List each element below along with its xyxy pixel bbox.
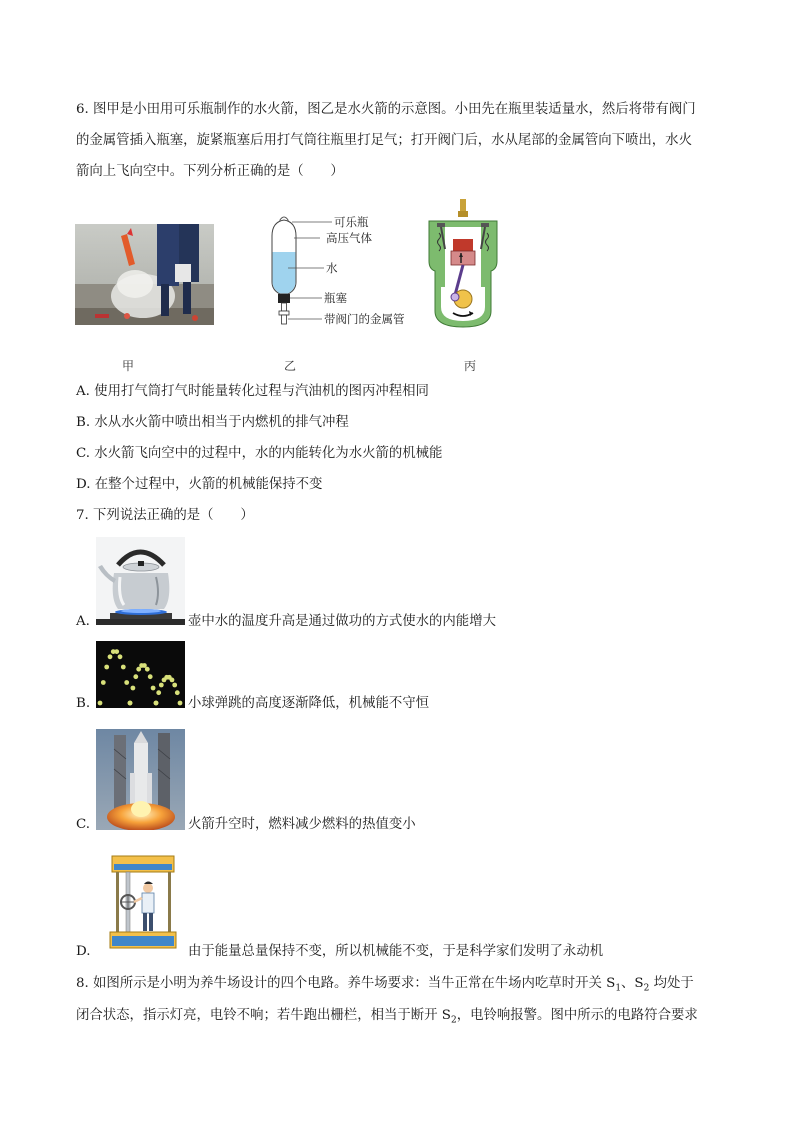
q6-option-c[interactable]: C. 水火箭飞向空中的过程中，水的内能转化为水火箭的机械能 (76, 446, 443, 461)
ball-position (154, 701, 159, 706)
q8-line1-sub2: 2 (643, 983, 650, 994)
ball-position (131, 686, 136, 691)
q6-stem-line-2: 的金属管插入瓶塞，旋紧瓶塞后用打气筒往瓶里打足气；打开阀门后，水从尾部的金属管向下喷出，水火 (76, 133, 692, 148)
q6-option-d[interactable]: D. 在整个过程中，火箭的机械能保持不变 (76, 477, 323, 492)
ball-position (156, 690, 161, 695)
q8-line1-pre: 8. 如图所示是小明为养牛场设计的四个电路。养牛场要求：当牛正常在牛场内吃草时开关 S (76, 976, 616, 991)
ball-position (98, 701, 103, 706)
q8-line2-pre: 闭合状态，指示灯亮，电铃不响；若牛跑出栅栏，相当于断开 S (76, 1008, 451, 1023)
ball-position (151, 686, 156, 691)
label-stopper: 瓶塞 (324, 291, 347, 305)
q8-stem-line-1 (76, 975, 736, 998)
q6-option-a[interactable]: A. 使用打气筒打气时能量转化过程与汽油机的图丙冲程相同 (76, 384, 429, 399)
q6-option-b[interactable]: B. 水从水火箭中喷出相当于内燃机的排气冲程 (76, 415, 349, 430)
ball-position (108, 654, 113, 659)
ball-position (159, 683, 164, 688)
q7-option-b-letter[interactable]: B. (76, 696, 91, 711)
ball-position (128, 701, 133, 706)
ball-position (172, 683, 177, 688)
figure-bing-caption: 丙 (464, 359, 477, 373)
figure-jia-rocket-photo (75, 224, 214, 325)
q7-stem: 7. 下列说法正确的是（ ） (76, 508, 254, 523)
q7-option-d-text[interactable]: 由于能量总量保持不变，所以机械能不变，于是科学家们发明了永动机 (188, 944, 604, 959)
ball-position (133, 674, 138, 679)
ball-position (101, 680, 106, 685)
q8-line1-mid: 、S (621, 976, 644, 991)
label-metal-pipe: 带阀门的金属管 (324, 312, 405, 326)
ball-position (124, 680, 129, 685)
ball-position (178, 701, 183, 706)
q8-line1-post: 均处于 (649, 976, 694, 991)
label-high-pressure-gas: 高压气体 (326, 231, 372, 245)
q7-image-rocket-launch (96, 729, 185, 830)
q7-option-a-text[interactable]: 壶中水的温度升高是通过做功的方式使水的内能增大 (188, 614, 496, 629)
ball-position (145, 667, 150, 672)
label-water: 水 (326, 261, 338, 275)
q8-stem-line-2 (76, 1007, 736, 1030)
label-cola-bottle: 可乐瓶 (334, 215, 369, 229)
q6-stem-line-1: 6. 图甲是小田用可乐瓶制作的水火箭，图乙是水火箭的示意图。小田先在瓶里装适量水，然后将带有阀门 (76, 102, 696, 117)
figure-bing-engine (425, 199, 501, 329)
ball-position (114, 649, 119, 654)
figure-yi-schematic (262, 212, 422, 330)
q8-line2-sub: 2 (450, 1015, 457, 1026)
q7-image-bouncing-ball (96, 641, 185, 708)
q7-image-perpetual-motion (96, 852, 185, 952)
q7-option-d-letter[interactable]: D. (76, 944, 91, 959)
ball-position (121, 665, 126, 670)
ball-position (118, 654, 123, 659)
q6-stem-line-3: 箭向上飞向空中。下列分析正确的是（ ） (76, 164, 344, 179)
q7-option-c-letter[interactable]: C. (76, 817, 91, 832)
ball-position (148, 674, 153, 679)
q8-line2-post: ，电铃响报警。图中所示的电路符合要求 (456, 1008, 698, 1023)
ball-position (104, 665, 109, 670)
figure-yi-caption: 乙 (284, 359, 297, 373)
q8-line1-sub1: 1 (615, 983, 622, 994)
q7-image-kettle (96, 537, 185, 625)
q7-option-a-letter[interactable]: A. (76, 614, 90, 629)
q7-option-b-text[interactable]: 小球弹跳的高度逐渐降低，机械能不守恒 (188, 696, 430, 711)
ball-position (175, 690, 180, 695)
q7-option-c-text[interactable]: 火箭升空时，燃料减少燃料的热值变小 (188, 817, 416, 832)
ball-position (170, 678, 175, 683)
figure-jia-caption: 甲 (122, 359, 135, 373)
